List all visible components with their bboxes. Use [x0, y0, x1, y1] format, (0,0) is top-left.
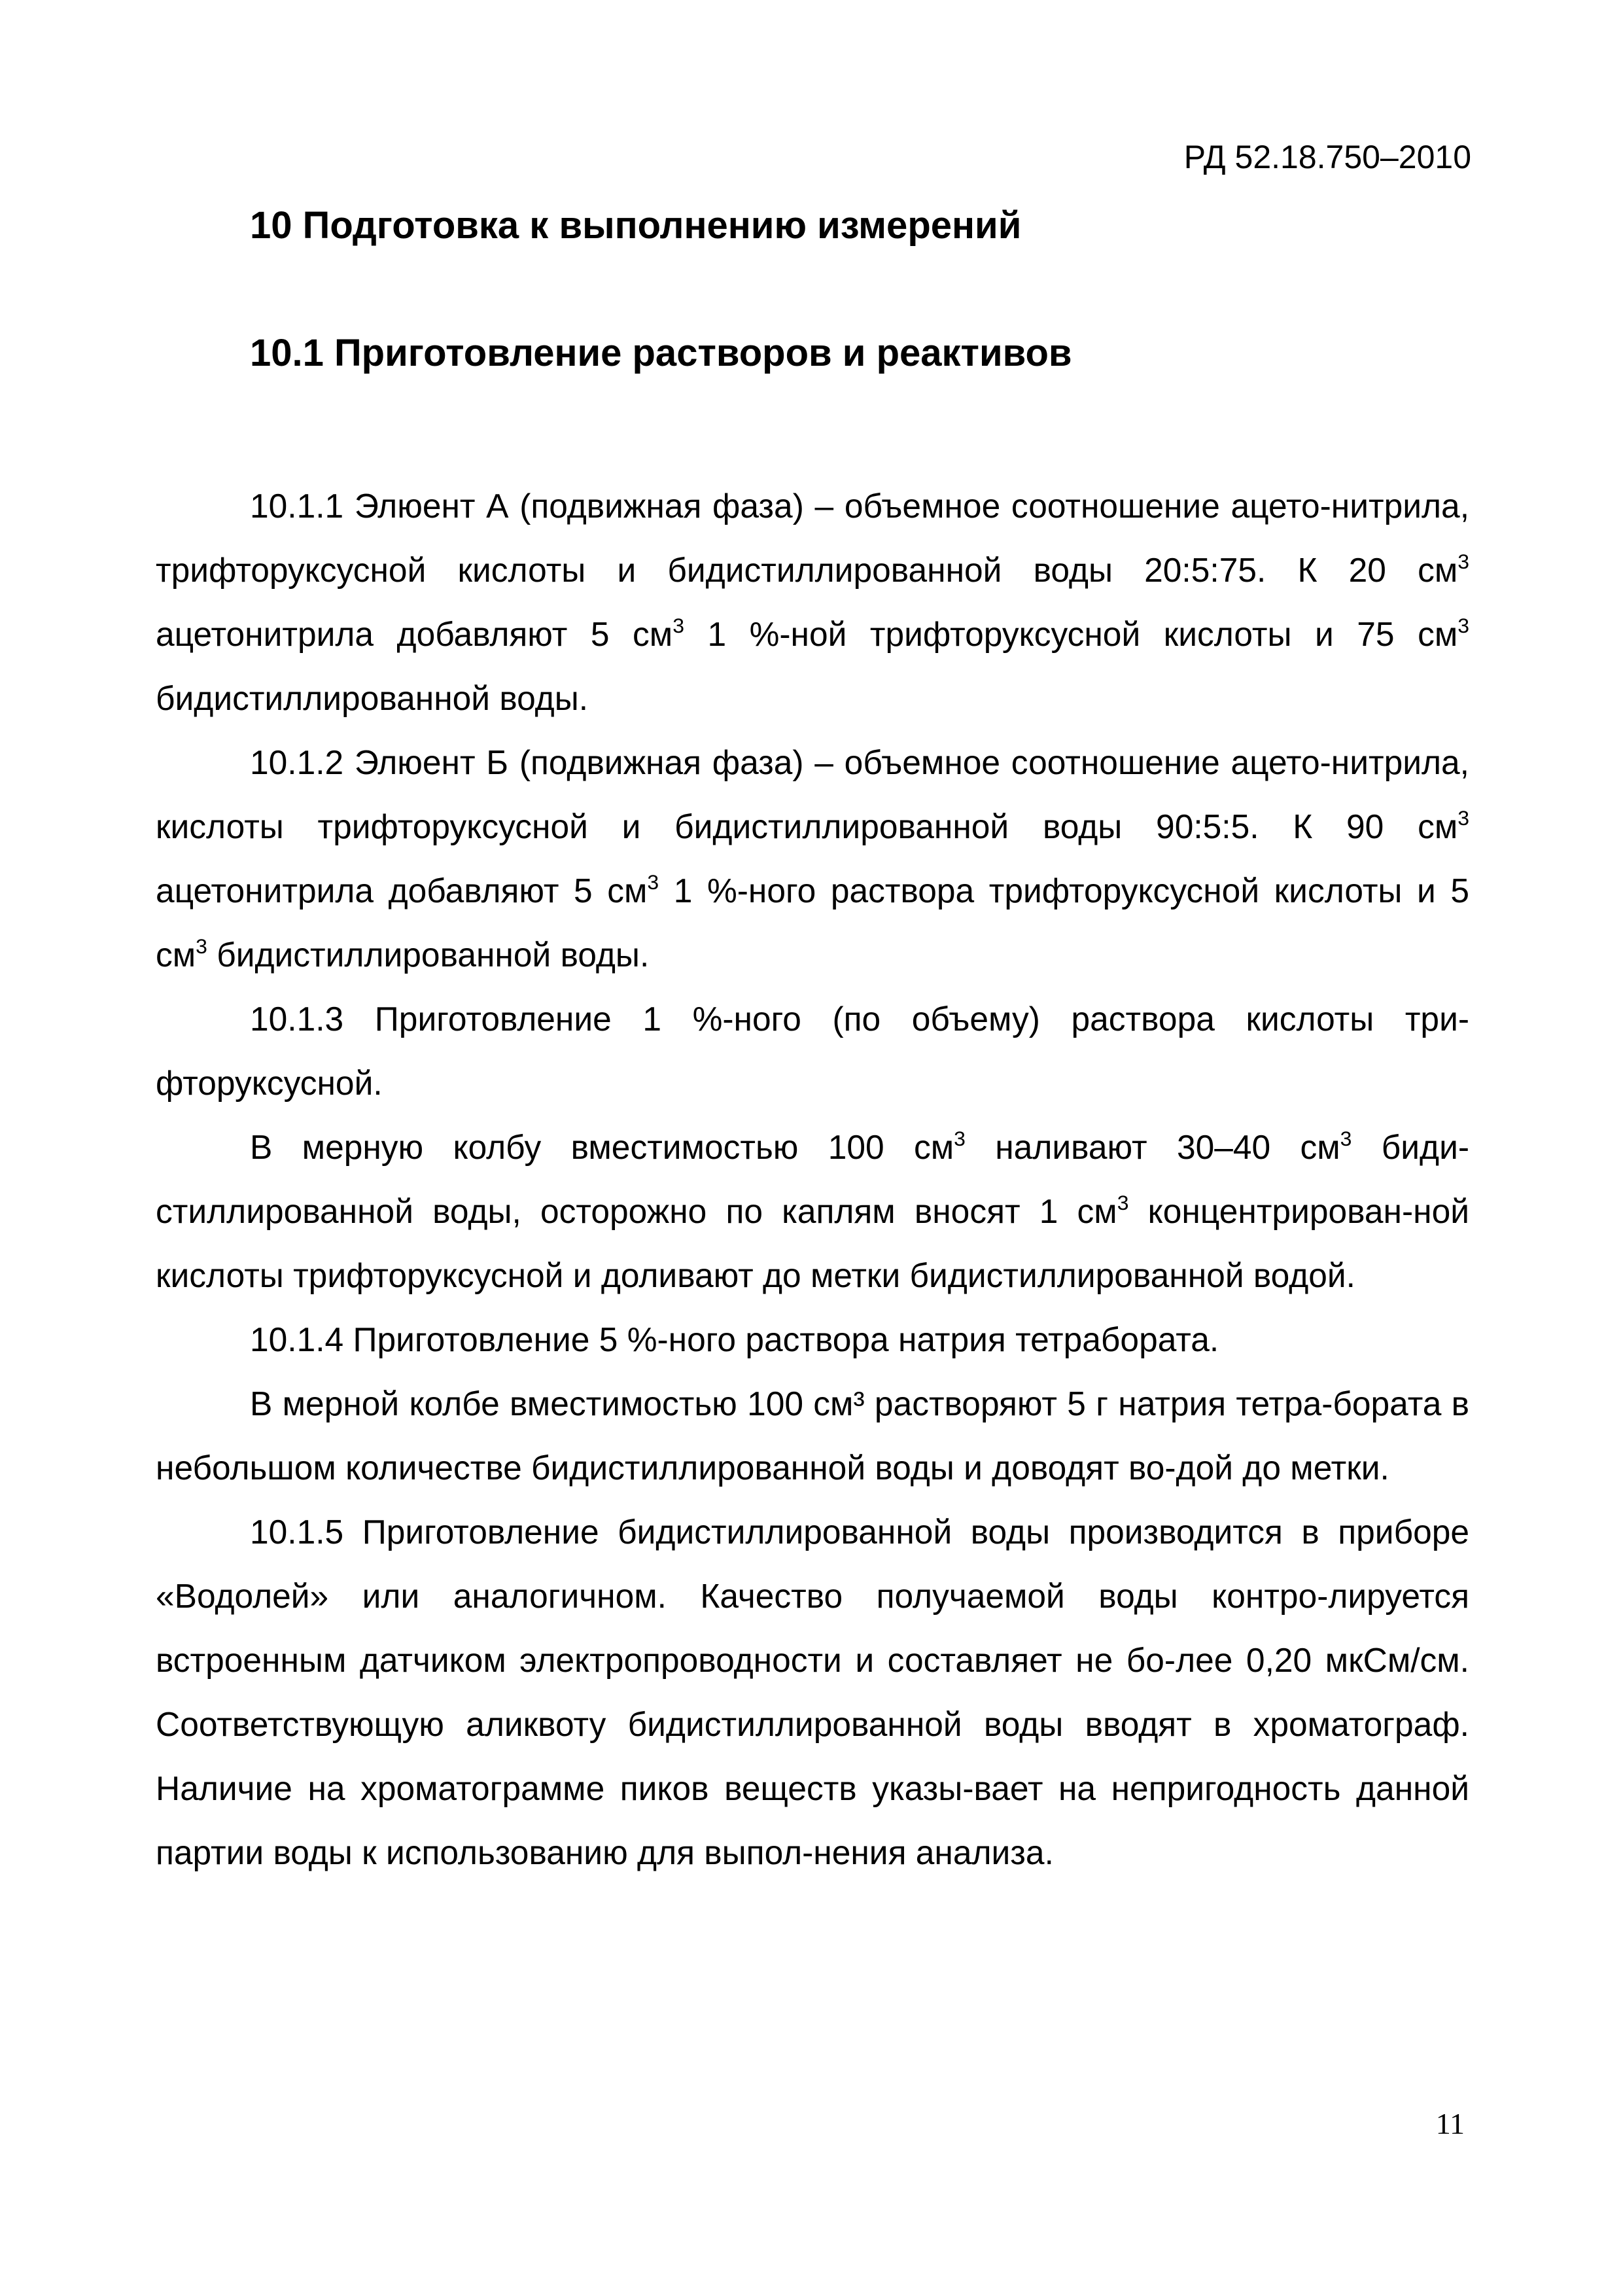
paragraph-10-1-3-procedure: В мерную колбу вместимостью 100 $см^3$ наливают 30–40 $см^3$ биди-стиллированной воды, осторожно по каплям вносят 1 $см^3$ концентрирован-ной кислоты трифторуксусной и доливают до метки бидистиллированной водой.: [156, 1127, 1469, 1294]
paragraph-10-1-1: 10.1.1 Элюент А (подвижная фаза) – объемное соотношение ацето-нитрила, трифторуксусной кислоты и бидистиллированной воды 20:5:75. К 20 $см^3$ ацетонитрила добавляют 5 $см^3$ 1 %-ной трифторуксусной кислоты и 75 $см^3$ бидистиллированной воды.: [156, 487, 1469, 717]
body-text: [156, 474, 1469, 1884]
page-number: 11: [1435, 2107, 1465, 2140]
section-heading: 10 Подготовка к выполнению измерений: [250, 204, 1022, 247]
paragraph-10-1-5: 10.1.5 Приготовление бидистиллированной воды производится в приборе «Водолей» или аналогичном. Качество получаемой воды контро-лируется встроенным датчиком электропроводности и составляет не бо-лее 0,20 мкСм/см. Соответствующую аликвоту бидистиллированной воды вводят в хроматограф. Наличие на хроматограмме пиков веществ указы-вает на непригодность данной партии воды к использованию для выпол-нения анализа.: [156, 1513, 1469, 1871]
paragraph-10-1-4: 10.1.4 Приготовление 5 %-ного раствора натрия тетрабората.: [250, 1320, 1219, 1358]
paragraph-10-1-2: 10.1.2 Элюент Б (подвижная фаза) – объемное соотношение ацето-нитрила, кислоты трифторуксусной и бидистиллированной воды 90:5:5. К 90 $см^3$ ацетонитрила добавляют 5 $см^3$ 1 %-ного раствора трифторуксусной кислоты и 5 $см^3$ бидистиллированной воды.: [156, 743, 1469, 974]
subsection-heading: 10.1 Приготовление растворов и реактивов: [250, 332, 1072, 374]
document-code: РД 52.18.750–2010: [1183, 139, 1471, 175]
paragraph-10-1-3: 10.1.3 Приготовление 1 %-ного (по объему) раствора кислоты три-фторуксусной.: [156, 1000, 1469, 1102]
paragraph-10-1-4-procedure: В мерной колбе вместимостью 100 см³ растворяют 5 г натрия тетра-бората в небольшом количестве бидистиллированной воды и доводят во-дой до метки.: [156, 1385, 1469, 1487]
